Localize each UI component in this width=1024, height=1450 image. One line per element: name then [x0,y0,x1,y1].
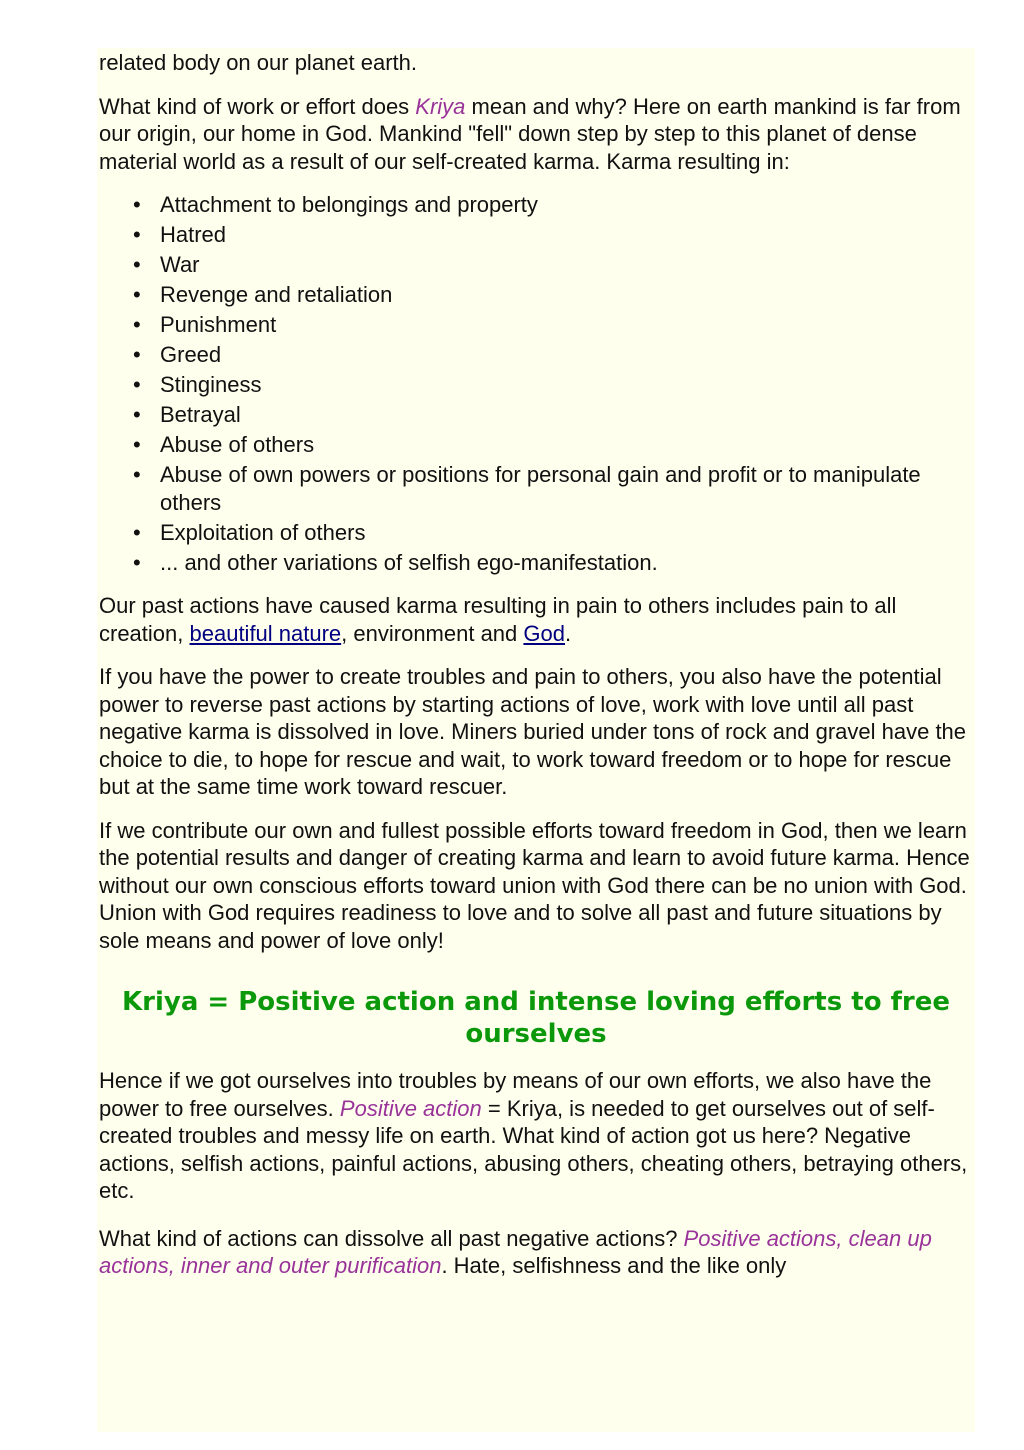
list-item: • Stinginess [160,371,973,399]
paragraph-dissolve-actions [99,1225,973,1280]
p6-text-after: . Hate, selfishness and the like only [441,1253,787,1278]
list-item: • Exploitation of others [160,519,973,547]
positive-action-emphasis: Positive action [339,1095,482,1121]
list-item: • Punishment [160,311,973,339]
p2-text-after: . [565,620,572,646]
document-page [97,48,975,1432]
p1-text-before: What kind of work or effort does [99,93,416,119]
positive-actions-emphasis: Positive actions, clean up actions, inner and outer purification [99,1225,932,1278]
list-item: • Hatred [160,221,973,249]
p1-text-after: mean and why? Here on earth mankind is far from our origin, our home in God. Mankind "fell" down step by step to this planet of dense material world as a result of our self-created karma. Karma resulting in: [99,93,961,174]
list-item: • ... and other variations of selfish ego-manifestation. [160,549,973,577]
list-item: • Greed [160,341,973,369]
beautiful-nature-link[interactable]: beautiful nature [189,620,342,646]
god-link[interactable]: God [523,620,565,646]
intro-continuation: related body on our planet earth. [99,50,418,75]
p5-text-after: = Kriya, is needed to get ourselves out of self-created troubles and messy life on earth. What kind of action got us here? Negative actions, selfish actions, painful actions, abusing others, cheating others, betraying others, etc. [99,1095,968,1203]
paragraph-power-to-reverse: If you have the power to create troubles and pain to others, you also have the potential power to reverse past actions by starting actions of love, work with love until all past negative karma is dissolved in love. Miners buried under tons of rock and gravel have the choice to die, to hope for rescue and wait, to work toward freedom or to hope for rescue but at the same time work toward rescuer. [99,664,967,799]
list-item: • War [160,251,973,279]
p2-text-middle: , environment and [341,620,524,646]
p6-text-before: What kind of actions can dissolve all past negative actions? [99,1225,684,1251]
p2-text-before: Our past actions have caused karma resulting in pain to others includes pain to all creation, [99,593,897,646]
list-item: • Betrayal [160,401,973,429]
list-item: • Revenge and retaliation [160,281,973,309]
list-item: • Abuse of own powers or positions for personal gain and profit or to manipulate others [160,461,973,516]
karma-list [99,191,973,576]
paragraph-kriya-meaning [99,93,973,176]
p5-text-before: Hence if we got ourselves into troubles by means of our own efforts, we also have the power to free ourselves. [99,1068,932,1121]
list-item: • Abuse of others [160,431,973,459]
list-item: • Attachment to belongings and property [160,191,973,219]
paragraph-past-actions [99,592,973,647]
section-heading: Kriya = Positive action and intense loving efforts to free ourselves [121,987,951,1049]
kriya-emphasis: Kriya [415,93,466,119]
paragraph-free-ourselves [99,1067,973,1205]
paragraph-union-with-god: If we contribute our own and fullest possible efforts toward freedom in God, then we learn the potential results and danger of creating karma and learn to avoid future karma. Hence without our own conscious efforts toward union with God there can be no union with God. Union with God requires readiness to love and to solve all past and future situations by sole means and power of love only! [99,817,970,953]
